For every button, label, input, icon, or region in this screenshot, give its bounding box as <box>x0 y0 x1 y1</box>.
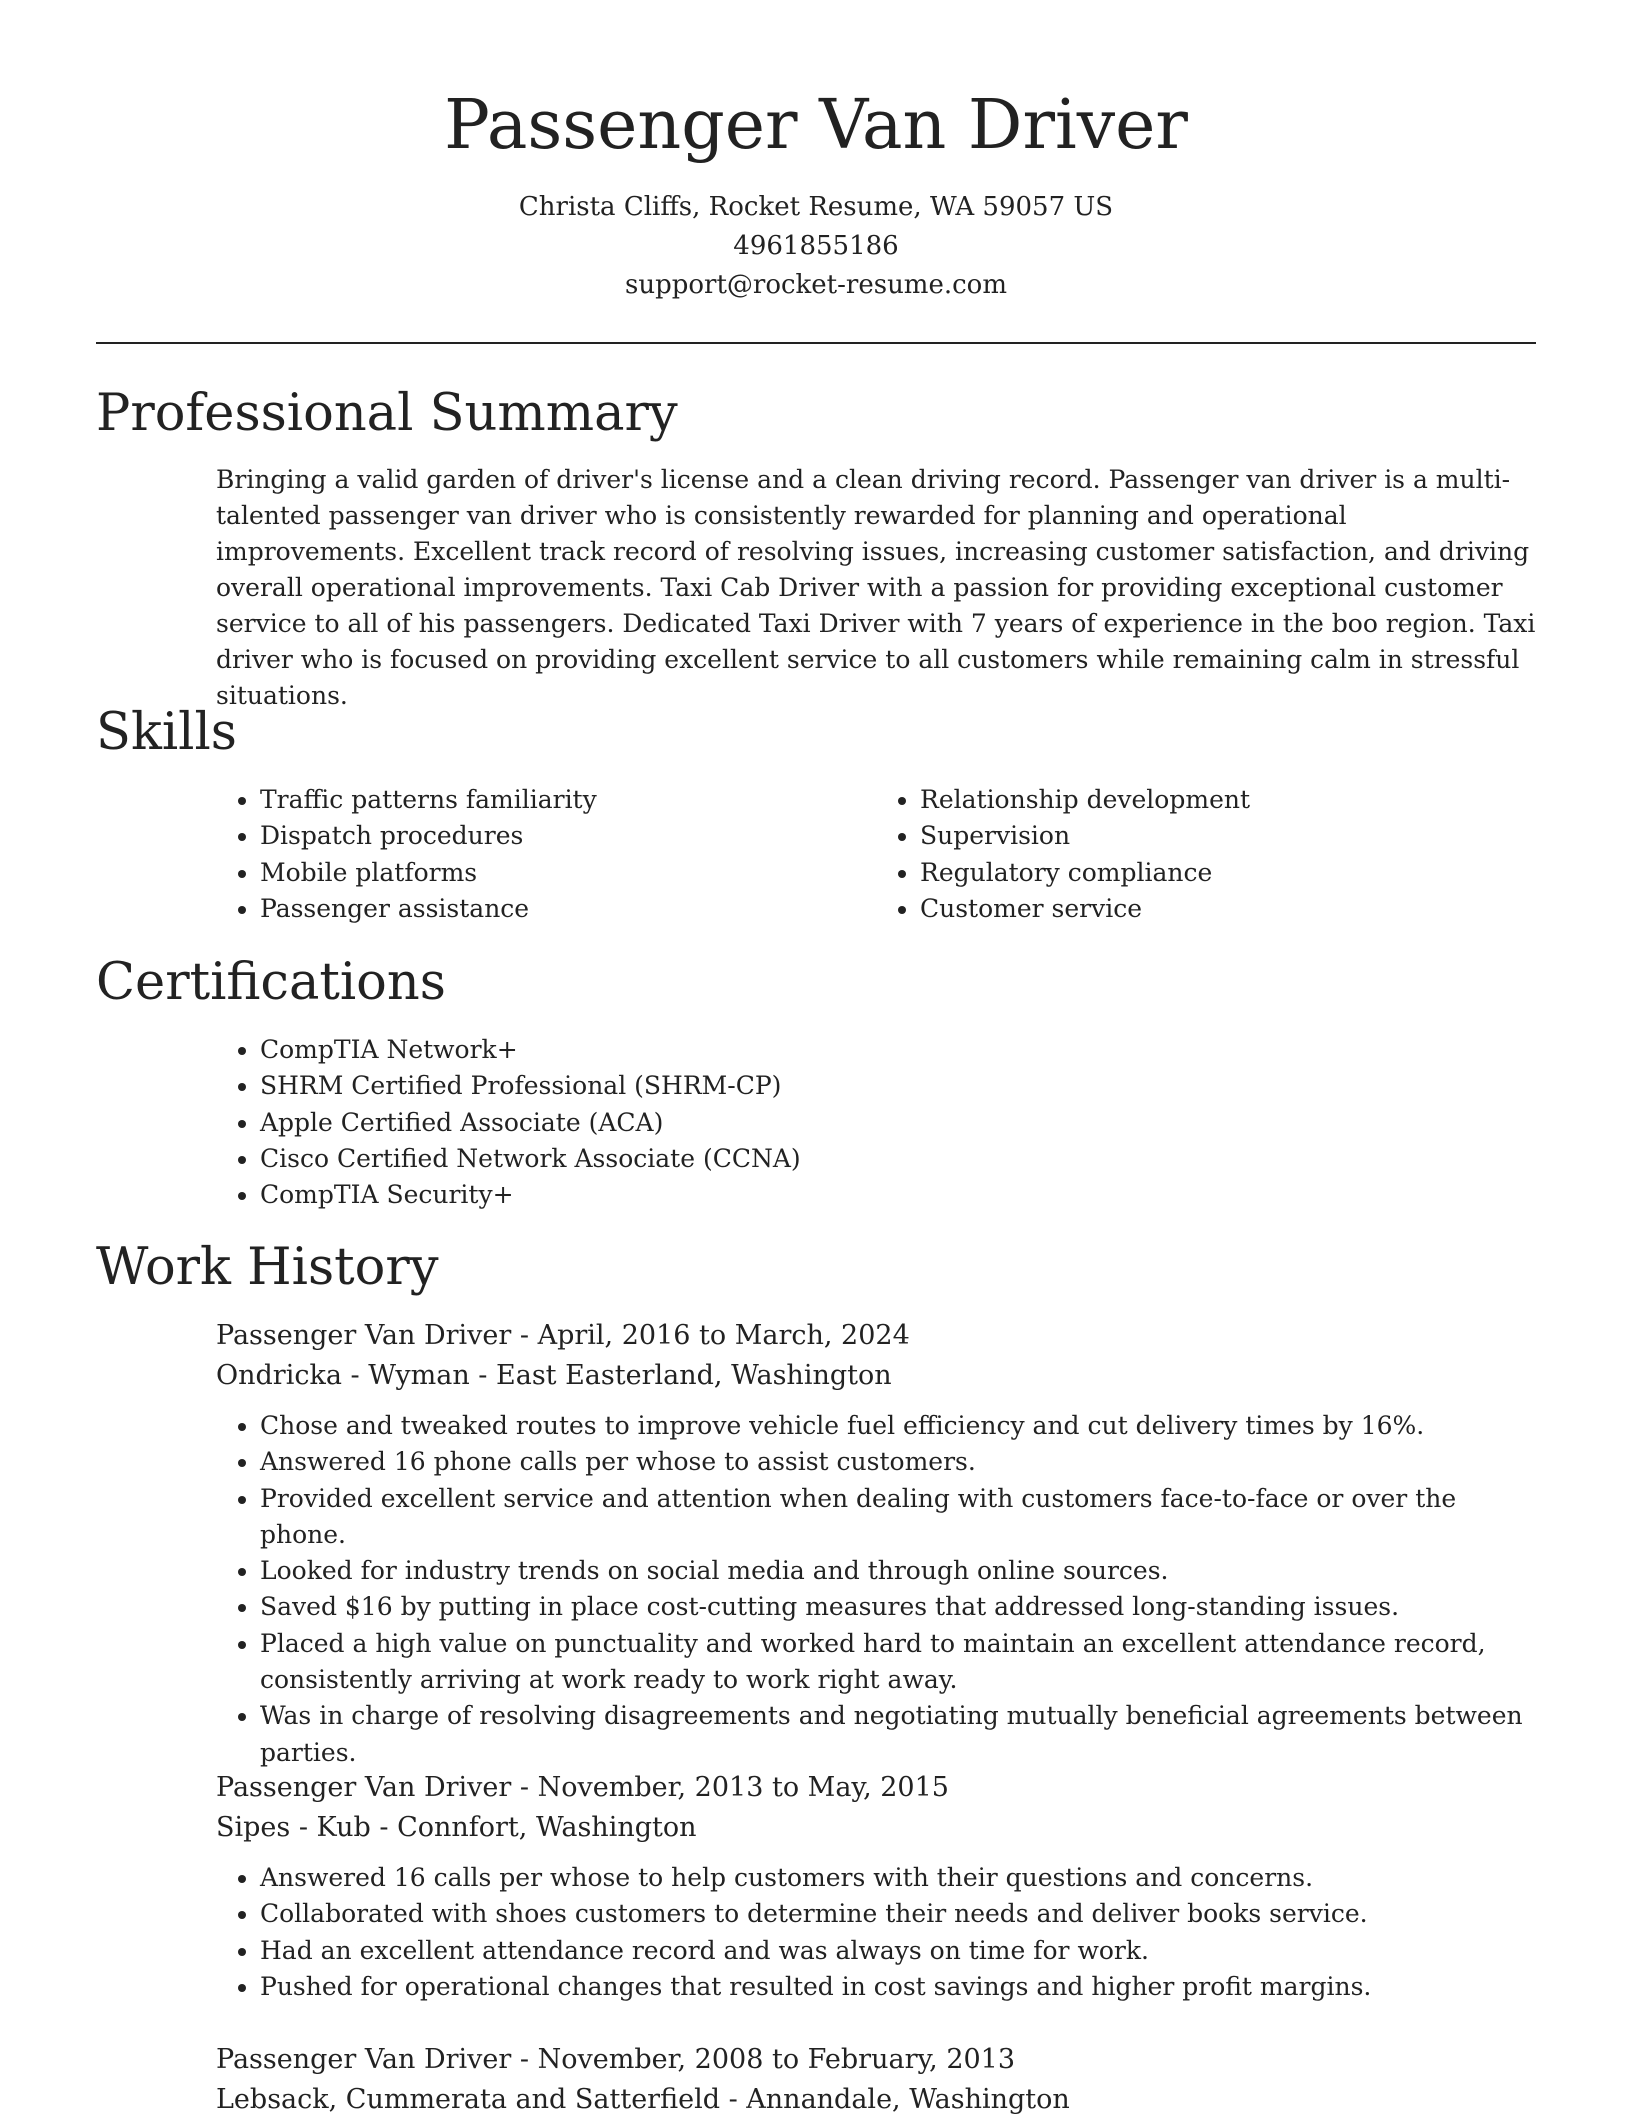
job-duty-item: • Saved $16 by putting in place cost-cutting measures that addressed long-standing issues. <box>260 1589 1541 1625</box>
job-dates: - April, 2016 to March, 2024 <box>511 1320 910 1351</box>
job-duty-item: • Placed a high value on punctuality and worked hard to maintain an excellent attendance record, consistently arriving at work ready to work right away. <box>260 1626 1541 1699</box>
job-entry <box>216 1316 1541 1771</box>
job-duties <box>216 1860 1541 2005</box>
job-duty-item: • Pushed for operational changes that resulted in cost savings and higher profit margins. <box>260 1969 1541 2005</box>
job-title-line <box>216 1316 1541 1356</box>
job-title-line <box>216 2040 1541 2080</box>
skill-item: • Traffic patterns familiarity <box>260 782 876 818</box>
job-company: Sipes - Kub <box>216 1812 371 1843</box>
skills-column-left <box>216 782 876 927</box>
certification-item: • SHRM Certified Professional (SHRM-CP) <box>260 1068 1536 1104</box>
job-entry <box>216 2040 1541 2120</box>
job-title: Passenger Van Driver <box>216 1772 512 1803</box>
summary-heading: Professional Summary <box>96 384 678 443</box>
job-dates: - November, 2008 to February, 2013 <box>511 2044 1016 2075</box>
job-location: - East Easterland, Washington <box>469 1360 892 1391</box>
job-location: - Connfort, Washington <box>370 1812 697 1843</box>
header-divider <box>96 342 1536 344</box>
certification-item: • Apple Certified Associate (ACA) <box>260 1105 1536 1141</box>
job-duty-item: • Was in charge of resolving disagreements and negotiating mutually beneficial agreements between parties. <box>260 1698 1541 1771</box>
job-entry <box>216 1768 1541 2005</box>
job-company: Ondricka - Wyman <box>216 1360 470 1391</box>
work-history-heading: Work History <box>96 1238 439 1297</box>
job-company: Lebsack, Cummerata and Satterfield <box>216 2084 720 2115</box>
skill-item: • Supervision <box>920 818 1536 854</box>
job-company-line <box>216 2080 1541 2120</box>
contact-address: Christa Cliffs, Rocket Resume, WA 59057 US <box>518 192 1114 222</box>
contact-phone: 4961855186 <box>733 231 899 261</box>
job-title: Passenger Van Driver <box>216 2044 512 2075</box>
skills-column-right <box>876 782 1536 927</box>
certifications-list <box>216 1032 1536 1213</box>
skill-item: • Passenger assistance <box>260 891 876 927</box>
certification-item: • CompTIA Network+ <box>260 1032 1536 1068</box>
summary-text: Bringing a valid garden of driver's license and a clean driving record. Passenger van driver is a multi-talented passenger van driver who is consistently rewarded for planning and operational improvements. Excellent track record of resolving issues, increasing customer satisfaction, and driving overall operational improvements. Taxi Cab Driver with a passion for providing exceptional customer service to all of his passengers. Dedicated Taxi Driver with 7 years of experience in the boo region. Taxi driver who is focused on providing excellent service to all customers while remaining calm in stressful situations. <box>216 465 1536 710</box>
job-title: Passenger Van Driver <box>216 1320 512 1351</box>
certification-item: • CompTIA Security+ <box>260 1177 1536 1213</box>
job-duty-item: • Answered 16 phone calls per whose to assist customers. <box>260 1444 1541 1480</box>
job-company-line <box>216 1808 1541 1848</box>
skill-item: • Dispatch procedures <box>260 818 876 854</box>
skill-item: • Regulatory compliance <box>920 855 1536 891</box>
contact-email: support@rocket-resume.com <box>624 270 1007 300</box>
job-dates: - November, 2013 to May, 2015 <box>511 1772 949 1803</box>
job-duties <box>216 1408 1541 1771</box>
skill-item: • Mobile platforms <box>260 855 876 891</box>
contact-block <box>0 188 1632 305</box>
skills-list <box>216 782 1536 927</box>
resume-header <box>0 0 1632 305</box>
job-duty-item: • Provided excellent service and attention when dealing with customers face-to-face or over the phone. <box>260 1481 1541 1554</box>
skill-item: • Relationship development <box>920 782 1536 818</box>
job-duty-item: • Looked for industry trends on social media and through online sources. <box>260 1553 1541 1589</box>
job-location: - Annandale, Washington <box>720 2084 1070 2115</box>
certification-item: • Cisco Certified Network Associate (CCNA) <box>260 1141 1536 1177</box>
skills-heading: Skills <box>96 703 237 762</box>
job-duty-item: • Answered 16 calls per whose to help customers with their questions and concerns. <box>260 1860 1541 1896</box>
job-duty-item: • Had an excellent attendance record and was always on time for work. <box>260 1933 1541 1969</box>
job-duty-item: • Chose and tweaked routes to improve vehicle fuel efficiency and cut delivery times by 16%. <box>260 1408 1541 1444</box>
job-company-line <box>216 1356 1541 1396</box>
job-title-line <box>216 1768 1541 1808</box>
candidate-name: Passenger Van Driver <box>444 86 1188 165</box>
job-duty-item: • Collaborated with shoes customers to determine their needs and deliver books service. <box>260 1896 1541 1932</box>
skill-item: • Customer service <box>920 891 1536 927</box>
certifications-heading: Certifications <box>96 953 446 1012</box>
